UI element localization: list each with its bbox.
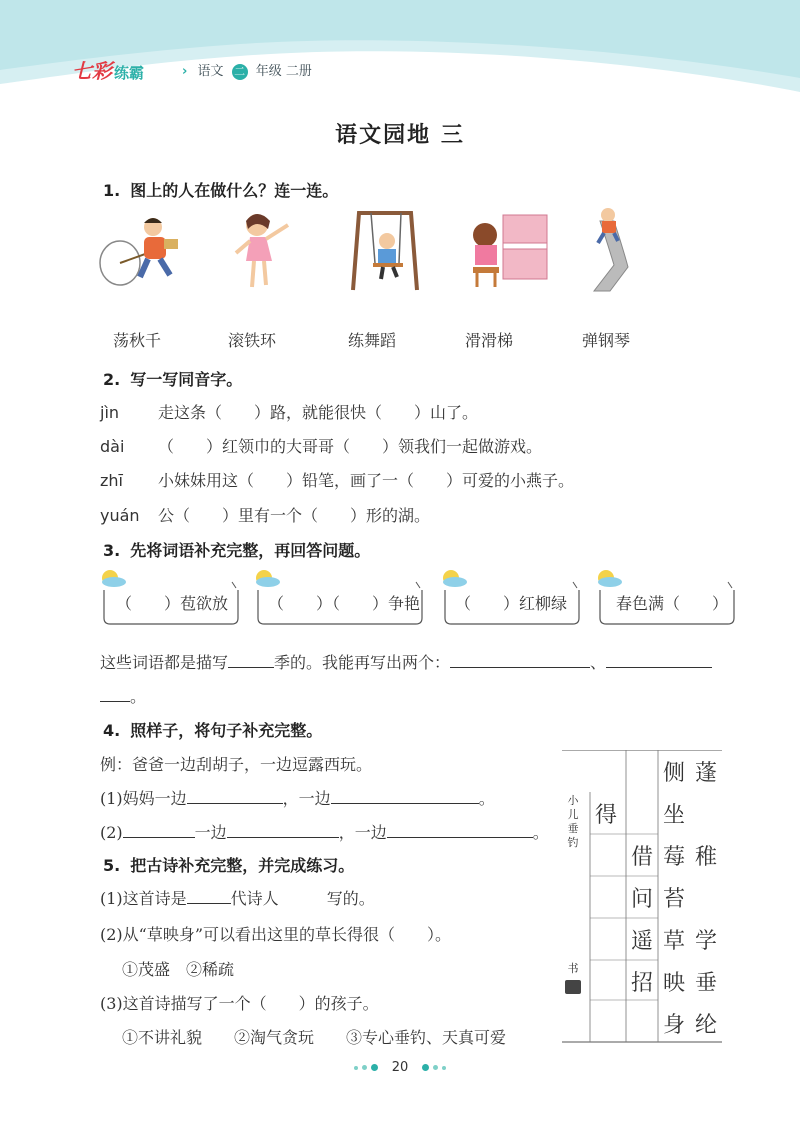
answer-blank[interactable] xyxy=(450,651,590,668)
homophone-row: yuán 公（ ）里有一个（ ）形的湖。 xyxy=(100,506,431,525)
subject-label: 语文 xyxy=(197,64,224,79)
answer-options: ①不讲礼貌 ②淘气贪玩 ③专心垂钓、天真可爱 xyxy=(122,1028,507,1047)
answer-option: 荡秋千 xyxy=(113,331,162,350)
question-line: (1)这首诗是 代诗人 写的。 xyxy=(100,889,375,908)
brand-sub: 练霸 xyxy=(114,64,145,82)
poem-title: 小儿垂钓 xyxy=(567,794,579,849)
idiom-card: （ ）（ ）争艳 xyxy=(250,568,430,628)
seal-stamp xyxy=(565,980,581,994)
poem-char: 侧 xyxy=(662,761,685,786)
answer-blank[interactable] xyxy=(187,787,283,804)
answer-blank[interactable] xyxy=(187,887,231,904)
idiom-card: 春色满（ ） xyxy=(592,568,742,628)
decor-dot xyxy=(362,1065,367,1070)
answer-option: 滑滑梯 xyxy=(465,331,514,350)
poem-char: 得 xyxy=(594,803,617,828)
breadcrumb xyxy=(182,60,312,80)
poem-label: 书 xyxy=(567,962,579,975)
q1-heading: 1. 图上的人在做什么？连一连。 xyxy=(103,181,339,200)
answer-option: 滚铁环 xyxy=(228,331,277,350)
sentence-line: (2) 一边 ，一边 。 xyxy=(100,823,549,842)
poem-char: 问 xyxy=(630,887,653,912)
q2-heading: 2. 写一写同音字。 xyxy=(103,370,243,389)
girl-dancing-icon xyxy=(222,205,312,295)
idiom-card: （ ）苞欲放 xyxy=(96,568,246,628)
chevron-right-icon: › xyxy=(182,64,188,79)
answer-blank[interactable] xyxy=(227,821,339,838)
question-line: (2)从“草映身”可以看出这里的草长得很（ ）。 xyxy=(100,925,452,944)
poem-char: 稚 xyxy=(694,845,717,870)
poem-char: 纶 xyxy=(694,1013,717,1038)
grade-circle: 二 xyxy=(232,64,248,80)
poem-char: 映 xyxy=(662,971,685,996)
decor-dot xyxy=(433,1065,438,1070)
homophone-row: zhī 小妹妹用这（ ）铅笔，画了一（ ）可爱的小燕子。 xyxy=(100,471,575,490)
fill-line: 。 xyxy=(100,684,146,707)
example-sentence: 例：爸爸一边刮胡子，一边逗露西玩。 xyxy=(100,755,373,774)
child-on-swing-icon xyxy=(345,205,435,295)
brand-logo xyxy=(72,55,144,84)
answer-options: ①茂盛 ②稀疏 xyxy=(122,960,235,979)
page-footer xyxy=(0,1060,800,1075)
decor-dot xyxy=(442,1066,446,1070)
answer-blank[interactable] xyxy=(606,651,712,668)
decor-dot xyxy=(354,1066,358,1070)
poem-char: 坐 xyxy=(662,803,685,828)
page-title: 语文园地 三 xyxy=(335,123,465,148)
answer-option: 弹钢琴 xyxy=(582,331,631,350)
brand-main: 七彩 xyxy=(72,59,112,83)
answer-option: 练舞蹈 xyxy=(348,331,397,350)
answer-blank[interactable] xyxy=(387,821,533,838)
poem-char: 身 xyxy=(662,1013,685,1038)
poem-char: 蓬 xyxy=(694,761,717,786)
answer-blank[interactable] xyxy=(100,685,130,702)
poem-char: 招 xyxy=(630,971,653,996)
child-on-slide-icon xyxy=(584,205,674,295)
fill-line: 这些词语都是描写 季的。我能再写出两个： 、 xyxy=(100,650,712,673)
answer-blank[interactable] xyxy=(123,821,195,838)
homophone-row: jìn 走这条（ ）路，就能很快（ ）山了。 xyxy=(100,403,479,422)
poem-char: 草 xyxy=(662,929,685,954)
sentence-line: (1)妈妈一边 ，一边 。 xyxy=(100,789,495,808)
q5-heading: 5. 把古诗补充完整，并完成练习。 xyxy=(103,856,355,875)
poem-char: 莓 xyxy=(662,845,685,870)
girl-playing-piano-icon xyxy=(463,205,553,295)
grade-label: 年级 二册 xyxy=(255,64,312,79)
decor-dot xyxy=(422,1064,429,1071)
boy-rolling-hoop-icon xyxy=(98,205,188,295)
homophone-row: dài （ ）红领巾的大哥哥（ ）领我们一起做游戏。 xyxy=(100,437,543,456)
answer-blank[interactable] xyxy=(331,787,479,804)
page-number: 20 xyxy=(391,1060,409,1075)
q3-heading: 3. 先将词语补充完整，再回答问题。 xyxy=(103,541,371,560)
poem-char: 垂 xyxy=(694,971,717,996)
poem-grid xyxy=(562,750,722,1045)
poem-char: 遥 xyxy=(630,929,653,954)
poem-char: 学 xyxy=(694,929,717,954)
idiom-card: （ ）红柳绿 xyxy=(437,568,587,628)
answer-blank[interactable] xyxy=(228,651,274,668)
q4-heading: 4. 照样子，将句子补充完整。 xyxy=(103,721,323,740)
question-line: (3)这首诗描写了一个（ ）的孩子。 xyxy=(100,994,379,1013)
decor-dot xyxy=(371,1064,378,1071)
poem-char: 借 xyxy=(630,845,653,870)
poem-char: 苔 xyxy=(662,887,685,912)
